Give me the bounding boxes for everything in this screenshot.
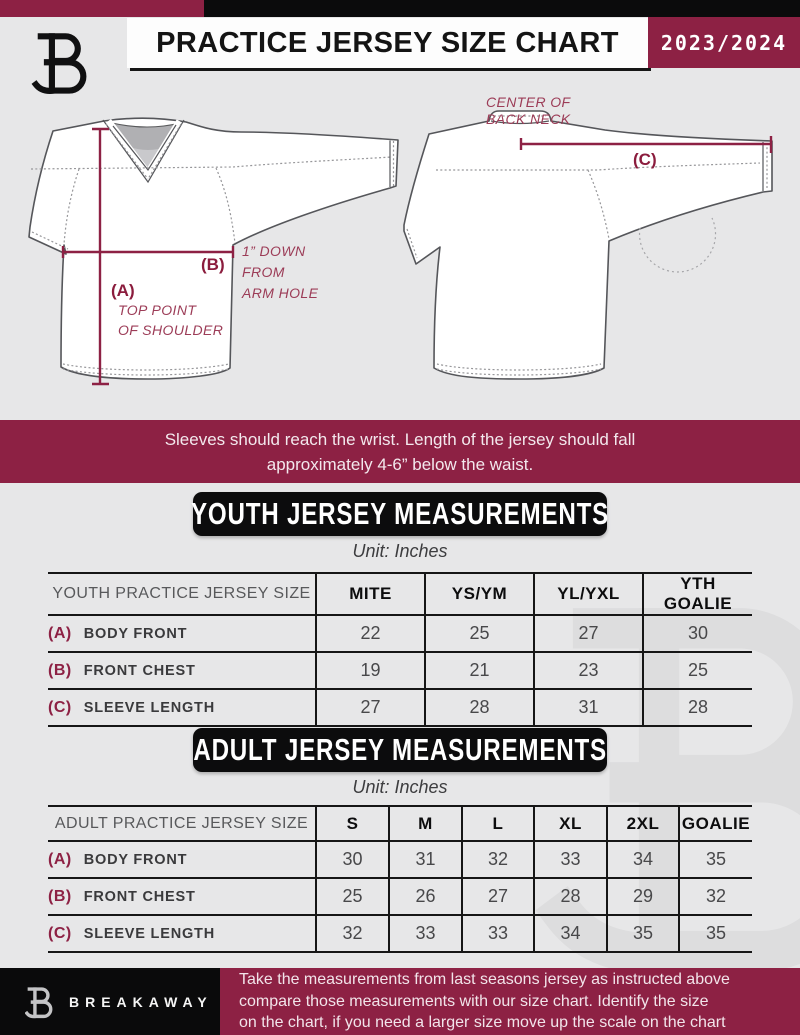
youth-section-banner	[190, 492, 610, 536]
cell-value: 28	[425, 689, 534, 726]
cell-value: 31	[389, 841, 462, 878]
cell-value: 25	[425, 615, 534, 652]
adult-size-table	[48, 805, 752, 953]
footer-instructions	[220, 968, 800, 1035]
jersey-measurement-diagram	[0, 68, 800, 420]
cell-value: 25	[316, 878, 389, 915]
adult-unit-label: Unit: Inches	[352, 777, 448, 797]
caption-b-line3: ARM HOLE	[242, 285, 319, 301]
youth-section-title: YOUTH JERSEY MEASUREMENTS	[190, 496, 610, 531]
cell-value: 31	[534, 689, 643, 726]
row-name: BODY FRONT	[83, 625, 188, 642]
cell-value: 28	[534, 878, 607, 915]
row-name: FRONT CHEST	[83, 662, 196, 679]
table-row	[48, 841, 752, 878]
adult-col-xl: XL	[534, 806, 607, 841]
footer	[0, 968, 800, 1035]
page-title-box	[127, 18, 648, 68]
cell-value: 27	[462, 878, 534, 915]
breakaway-logo-icon	[26, 24, 100, 98]
cell-value: 25	[643, 652, 752, 689]
table-row	[48, 615, 752, 652]
row-label-cell	[48, 878, 316, 915]
row-label-cell	[48, 615, 316, 652]
row-key: (B)	[48, 661, 72, 679]
adult-header-row	[48, 806, 752, 841]
caption-b-line2: FROM	[242, 264, 285, 280]
fit-notice-line2: approximately 4-6” below the waist.	[266, 455, 534, 474]
footer-instructions-line3: on the chart, if you need a larger size move up the scale on the chart	[239, 1014, 726, 1032]
row-key: (C)	[48, 924, 72, 942]
fit-notice-banner	[0, 420, 800, 483]
cell-value: 35	[679, 915, 752, 952]
label-b: (B)	[201, 255, 225, 274]
cell-value: 32	[679, 878, 752, 915]
cell-value: 35	[679, 841, 752, 878]
cell-value: 33	[534, 841, 607, 878]
footer-brand-name: BREAKAWAY	[69, 993, 213, 1010]
table-row	[48, 652, 752, 689]
cell-value: 30	[316, 841, 389, 878]
page-title: PRACTICE JERSEY SIZE CHART	[156, 26, 619, 59]
label-a: (A)	[111, 281, 135, 300]
jersey-front-diagram	[29, 118, 398, 384]
table-row	[48, 878, 752, 915]
table-row	[48, 689, 752, 726]
footer-brand-block	[0, 968, 220, 1035]
adult-section-banner	[193, 728, 607, 772]
footer-instructions-line2: compare those measurements with our size chart. Identify the size	[239, 992, 709, 1010]
cell-value: 22	[316, 615, 425, 652]
row-name: SLEEVE LENGTH	[83, 925, 215, 942]
youth-col-goalie: YTH GOALIE	[643, 573, 752, 615]
adult-col-l: L	[462, 806, 534, 841]
caption-b-line1: 1” DOWN	[242, 243, 306, 259]
youth-col-mite: MITE	[316, 573, 425, 615]
youth-col-ylyxl: YL/YXL	[534, 573, 643, 615]
youth-header-row	[48, 573, 752, 615]
youth-col-ysym: YS/YM	[425, 573, 534, 615]
adult-col-2xl: 2XL	[607, 806, 679, 841]
cell-value: 32	[316, 915, 389, 952]
row-name: FRONT CHEST	[83, 888, 196, 905]
adult-col-s: S	[316, 806, 389, 841]
row-label-cell	[48, 652, 316, 689]
caption-a-line2: OF SHOULDER	[118, 322, 224, 338]
cell-value: 21	[425, 652, 534, 689]
row-label-cell	[48, 689, 316, 726]
footer-instructions-line1: Take the measurements from last seasons jersey as instructed above	[239, 971, 730, 989]
breakaway-logo-icon	[25, 978, 56, 1025]
top-accent-strip	[0, 0, 800, 17]
cell-value: 23	[534, 652, 643, 689]
row-key: (A)	[48, 624, 72, 642]
cell-value: 19	[316, 652, 425, 689]
sleeve-patch-seam	[640, 218, 716, 272]
cell-value: 29	[607, 878, 679, 915]
cell-value: 34	[607, 841, 679, 878]
row-name: SLEEVE LENGTH	[83, 699, 215, 716]
row-label-cell	[48, 915, 316, 952]
caption-c-line1: CENTER OF	[486, 94, 571, 110]
season-label: 2023/2024	[660, 30, 788, 55]
cell-value: 26	[389, 878, 462, 915]
cell-value: 34	[534, 915, 607, 952]
row-key: (C)	[48, 698, 72, 716]
youth-table-title-cell: YOUTH PRACTICE JERSEY SIZE	[48, 573, 316, 615]
cell-value: 27	[534, 615, 643, 652]
cell-value: 32	[462, 841, 534, 878]
row-key: (A)	[48, 850, 72, 868]
youth-size-table	[48, 572, 752, 727]
season-badge	[648, 17, 800, 68]
caption-a-line1: TOP POINT	[118, 302, 197, 318]
cell-value: 33	[389, 915, 462, 952]
adult-col-m: M	[389, 806, 462, 841]
jersey-back-diagram	[404, 94, 772, 379]
cell-value: 35	[607, 915, 679, 952]
row-label-cell	[48, 841, 316, 878]
table-row	[48, 915, 752, 952]
cell-value: 30	[643, 615, 752, 652]
fit-notice-line1: Sleeves should reach the wrist. Length of the jersey should fall	[164, 430, 636, 449]
cell-value: 28	[643, 689, 752, 726]
caption-c-line2: BACK NECK	[486, 111, 571, 127]
youth-unit-label: Unit: Inches	[352, 541, 448, 561]
cell-value: 27	[316, 689, 425, 726]
adult-table-title-cell: ADULT PRACTICE JERSEY SIZE	[48, 806, 316, 841]
label-c: (C)	[633, 150, 657, 169]
row-key: (B)	[48, 887, 72, 905]
cell-value: 33	[462, 915, 534, 952]
row-name: BODY FRONT	[83, 851, 188, 868]
adult-section-title: ADULT JERSEY MEASUREMENTS	[193, 732, 607, 767]
top-accent-maroon	[0, 0, 204, 17]
adult-col-goalie: GOALIE	[679, 806, 752, 841]
